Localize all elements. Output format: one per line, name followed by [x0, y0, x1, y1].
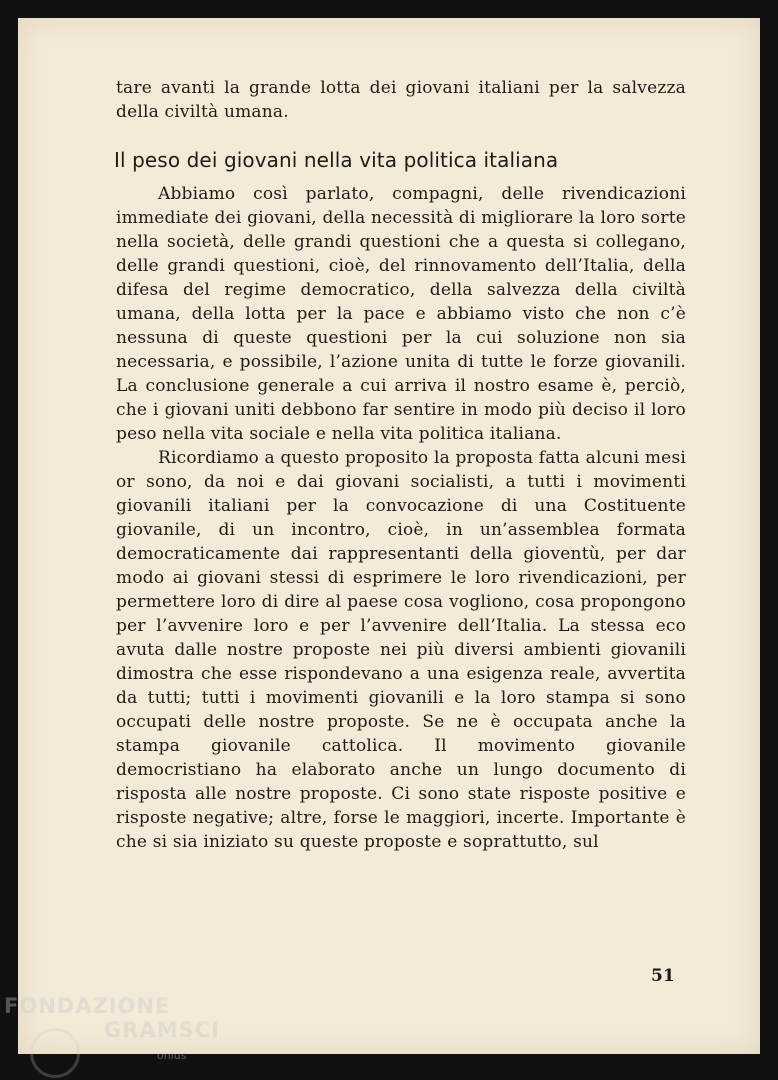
book-page — [18, 18, 760, 1054]
page-text — [116, 76, 686, 854]
intro-text: tare avanti la grande lotta dei giovani italiani per la salvezza della civiltà umana. — [116, 78, 686, 122]
watermark-line-1: FONDAZIONE — [4, 994, 171, 1018]
paragraph-1: Abbiamo così parlato, compagni, delle rivendicazioni immediate dei giovani, della necessità di migliorare la loro sorte nella società, delle grandi questioni che a questa si collegano, delle grandi questioni, cioè, del rinnovamento dell’Italia, della difesa del regime democratico, della salvezza della civiltà umana, della lotta per la pace e abbiamo visto che non c’è nessuna di queste questioni per la cui soluzione non sia necessaria, e possibile, l’azione unita di tutte le forze giovanili. La conclusione generale a cui arriva il nostro esame è, perciò, che i giovani uniti debbono far sentire in modo più deciso il loro peso nella vita sociale e nella vita politica italiana. — [116, 184, 686, 444]
watermark-sub: onlus — [157, 1049, 187, 1062]
section-heading: Il peso dei giovani nella vita politica italiana — [114, 148, 559, 172]
paragraph-2: Ricordiamo a questo proposito la proposta fatta alcuni mesi or sono, da noi e dai giovani socialisti, a tutti i movimenti giovanili italiani per la convocazione di una Costituente giovanile, di un incontro, cioè, in un’assemblea formata democraticamente dai rappresentanti della gioventù, per dar modo ai giovani stessi di esprimere le loro rivendicazioni, per permettere loro di dire al paese cosa vogliono, cosa propongono per l’avvenire loro e per l’avvenire dell’Italia. La stessa eco avuta dalle nostre proposte nei più diversi ambienti giovanili dimostra che esse rispondevano a una esigenza reale, avvertita da tutti; tutti i movimenti giovanili e la loro stampa si sono occupati delle nostre proposte. Se ne è occupata anche la stampa giovanile cattolica. Il movimento giovanile democristiano ha elaborato anche un lungo documento di risposta alle nostre proposte. Ci sono state risposte positive e risposte negative; altre, forse le maggiori, incerte. Importante è che si sia iniziato su queste proposte e soprattutto, sul — [116, 448, 686, 852]
watermark-line-2: GRAMSCI — [104, 1018, 220, 1042]
watermark — [4, 994, 220, 1042]
page-number: 51 — [651, 966, 675, 986]
